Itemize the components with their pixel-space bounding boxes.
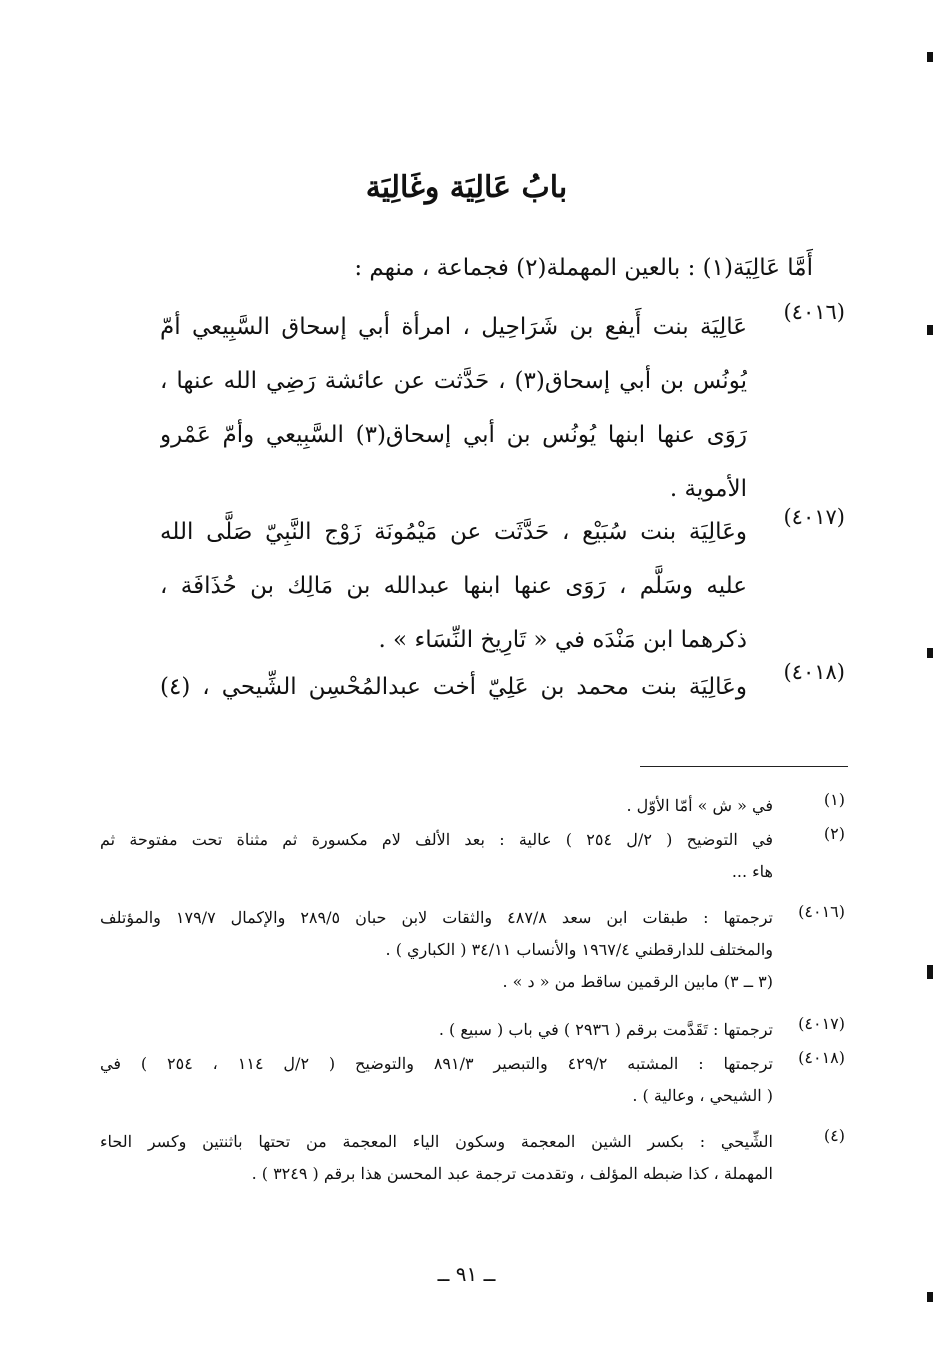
page-number: ــ ٩١ ــ <box>437 1262 496 1286</box>
footnote-number: (٢) <box>823 824 845 843</box>
entry-4016 <box>160 300 845 516</box>
entry-4017 <box>160 505 845 667</box>
footnote-number: (٤) <box>823 1126 845 1145</box>
footnote-number: (٤٠١٦) <box>798 902 845 921</box>
binding-edge-mark <box>927 325 933 335</box>
footnote-4017 <box>100 1014 845 1046</box>
entry-line: وعَالِيَة بنت سُبَيْع ، حَدَّثَت عن مَيْمُونَة زَوْج النَّبِيّ صَلَّى الله <box>160 519 747 545</box>
entry-line: الأموية . <box>669 476 747 502</box>
footnote-line: المهملة ، كذا ضبطه المؤلف ، وتقدمت ترجمة عبد المحسن هذا برقم ( ٣٢٤٩ ) . <box>251 1164 773 1183</box>
entry-line: رَوَى عنها ابنها يُونُس بن أبي إسحاق(٣) السَّبِيعي وأمّ عَمْرو <box>160 422 747 448</box>
footnote-line: (٣ ــ ٣) مابين الرقمين ساقط من « د » . <box>502 972 773 991</box>
footnote-line: في التوضيح ( ٢/ل ٢٥٤ ) عالية : بعد الألف لام مكسورة ثم مثناة تحت مفتوحة ثم <box>100 830 773 849</box>
binding-edge-mark <box>927 1292 933 1302</box>
footnote-line: والمختلف للدارقطني ١٩٦٧/٤ والأنساب ٣٤/١١ ( الكباري ) . <box>385 940 773 959</box>
footnote-number: (٤٠١٨) <box>798 1048 845 1067</box>
page-title: بابُ عَالِيَة وغَالِيَة <box>365 170 568 205</box>
entry-line: وعَالِيَة بنت محمد بن عَلِيّ أخت عبدالمُحْسِن الشِّيحي ، (٤) <box>160 674 747 700</box>
entry-number: (٤٠١٦) <box>783 300 845 324</box>
intro-line: أَمَّا عَالِيَة(١) : بالعين المهملة(٢) فجماعة ، منهم : <box>354 255 813 281</box>
binding-edge-mark <box>927 648 933 658</box>
footnote-4 <box>100 1126 845 1190</box>
footnote-line: ترجمتها : طبقات ابن سعد ٤٨٧/٨ والثقات لابن حبان ٢٨٩/٥ والإكمال ١٧٩/٧ والمؤتلف <box>100 908 773 927</box>
footnote-4018 <box>100 1048 845 1112</box>
binding-edge-mark <box>927 965 933 979</box>
footnote-4016 <box>100 902 845 998</box>
footnote-line: ترجمتها : تَقَدَّمت برقم ( ٢٩٣٦ ) في باب ( سبيع ) . <box>438 1020 773 1039</box>
entry-4018 <box>160 660 845 714</box>
footnote-1 <box>100 790 845 822</box>
footnote-line: هاء ... <box>731 862 773 881</box>
entry-number: (٤٠١٨) <box>783 660 845 684</box>
binding-edge-mark <box>927 52 933 62</box>
footnote-number: (٤٠١٧) <box>798 1014 845 1033</box>
footnote-line: ( الشيحي ، وعالية ) . <box>632 1086 773 1105</box>
footnote-line: في « ش » أمّا الأوّل . <box>626 796 773 815</box>
entry-number: (٤٠١٧) <box>783 505 845 529</box>
footnote-number: (١) <box>823 790 845 809</box>
footnote-separator <box>640 766 848 767</box>
entry-line: ذكرهما ابن مَنْدَه في « تَارِيخ النِّسَاء » . <box>378 627 747 653</box>
footnote-line: الشِّيحي : بكسر الشين المعجمة وسكون الياء المعجمة من تحتها باثنتين وكسر الحاء <box>100 1132 773 1151</box>
entry-line: عَالِيَة بنت أَيفع بن شَرَاحِيل ، امرأة أبي إسحاق السَّبِيعي أمّ <box>160 314 747 340</box>
entry-line: يُونُس بن أبي إسحاق(٣) ، حَدَّثت عن عائشة رَضِي الله عنها ، <box>160 368 747 394</box>
footnote-line: ترجمتها : المشتبه ٤٢٩/٢ والتبصير ٨٩١/٣ والتوضيح ( ٢/ل ١١٤ ، ٢٥٤ ) في <box>100 1054 773 1073</box>
footnote-2 <box>100 824 845 888</box>
entry-line: عليه وسَلَّم ، رَوَى عنها ابنها عبدالله بن مَالِك بن حُذَافَة ، <box>160 573 747 599</box>
